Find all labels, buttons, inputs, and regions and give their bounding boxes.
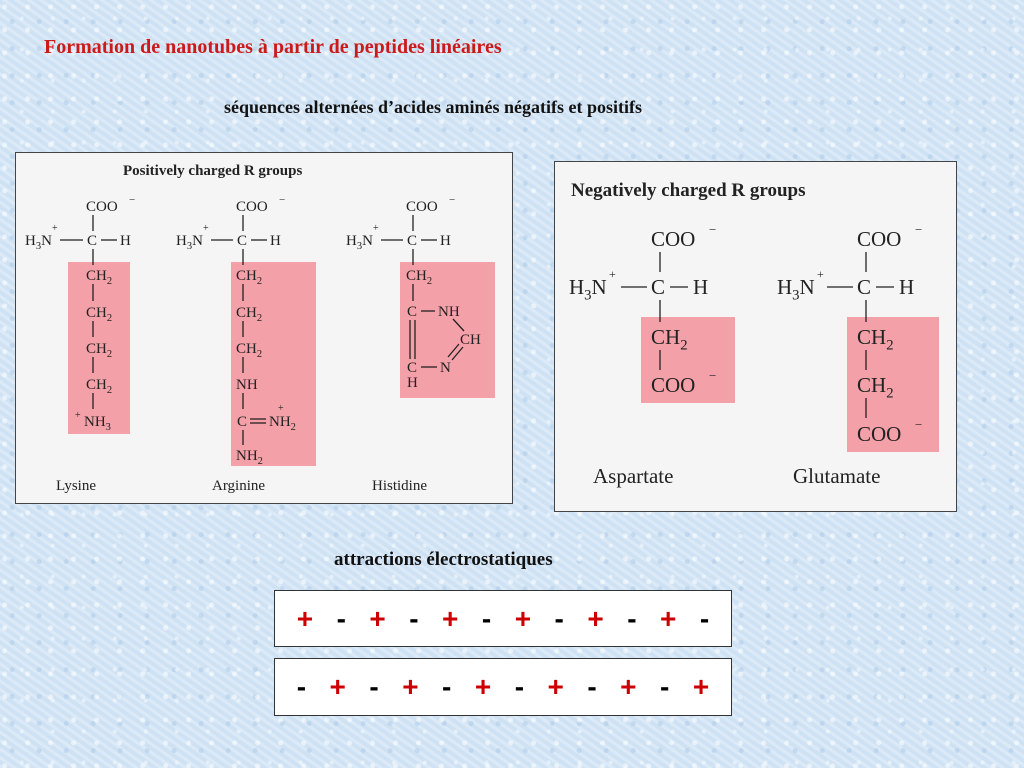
svg-text:−: − xyxy=(709,222,717,237)
glutamate-coo-side: COO xyxy=(857,422,902,446)
histidine-alpha-c: C xyxy=(407,233,418,249)
lysine-ch2-3: $CH_2$ xyxy=(86,341,113,360)
negative-heading: Negatively charged R groups xyxy=(571,180,806,201)
plus-charge: + xyxy=(329,671,346,702)
glutamate-alpha-c: C xyxy=(857,275,872,299)
plus-charge: + xyxy=(402,671,419,702)
minus-charge: - xyxy=(442,671,452,702)
positive-groups-figure xyxy=(16,153,512,503)
histidine-nh: NH xyxy=(438,304,460,320)
minus-charge: - xyxy=(481,602,492,634)
svg-text:+: + xyxy=(75,410,81,421)
slide-subtitle: séquences alternées d’acides aminés négatifs et positifs xyxy=(224,97,642,117)
svg-text:+: + xyxy=(52,223,58,234)
lysine-alpha-c: C xyxy=(87,233,98,249)
arginine-ch2-1: $CH_2$ xyxy=(236,268,263,287)
arginine-c: C xyxy=(237,414,248,430)
svg-text:+: + xyxy=(203,223,209,234)
svg-text:−: − xyxy=(709,368,717,383)
arginine-r-group-highlight xyxy=(231,262,316,466)
arginine-alpha-c: C xyxy=(237,233,248,249)
svg-text:−: − xyxy=(129,194,136,206)
arginine-h3n: $H_3N$ xyxy=(176,233,203,252)
lysine-ch2-4: $CH_2$ xyxy=(86,377,113,396)
minus-charge: - xyxy=(409,602,419,634)
histidine-c4: C xyxy=(407,304,418,320)
minus-charge: - xyxy=(514,671,525,702)
svg-text:+: + xyxy=(278,403,284,414)
lysine-h3n: $H_3N$ xyxy=(25,233,52,252)
histidine-c5: C xyxy=(407,360,418,376)
svg-text:−: − xyxy=(915,417,923,432)
minus-charge: - xyxy=(336,602,346,634)
arginine-nh: NH xyxy=(236,377,258,393)
minus-charge: - xyxy=(699,602,710,634)
plus-charge: + xyxy=(514,602,532,634)
charge-row-1 xyxy=(274,590,732,647)
lysine-label: Lysine xyxy=(56,478,96,494)
plus-charge: + xyxy=(547,671,564,702)
arginine-h: H xyxy=(270,233,281,249)
aspartate-label: Aspartate xyxy=(593,464,674,488)
negative-groups-figure xyxy=(555,162,956,511)
lysine-nh3: $NH_3$ xyxy=(84,414,111,433)
histidine-ch: CH xyxy=(460,332,481,348)
plus-charge: + xyxy=(369,602,386,634)
charge-row-2 xyxy=(274,658,732,716)
aspartate-alpha-c: C xyxy=(651,275,666,299)
histidine-label: Histidine xyxy=(372,478,427,494)
lysine-coo: COO xyxy=(86,199,118,215)
histidine-coo: COO xyxy=(406,199,438,215)
arginine-coo: COO xyxy=(236,199,268,215)
glutamate-coo: COO xyxy=(857,227,902,251)
svg-text:+: + xyxy=(609,267,616,281)
svg-text:+: + xyxy=(817,267,824,281)
positive-heading: Positively charged R groups xyxy=(123,163,303,179)
lysine-h: H xyxy=(120,233,131,249)
arginine-ch2-3: $CH_2$ xyxy=(236,341,263,360)
plus-charge: + xyxy=(692,671,710,702)
histidine-ring-h: H xyxy=(407,375,418,391)
plus-charge: + xyxy=(660,602,677,634)
glutamate-h3n: $H_3N$ xyxy=(777,275,815,304)
svg-text:−: − xyxy=(915,222,923,237)
lysine-ch2-1: $CH_2$ xyxy=(86,268,113,287)
arginine-nh2-a: $NH_2$ xyxy=(269,414,296,433)
histidine-h: H xyxy=(440,233,451,249)
glutamate-h: H xyxy=(899,275,915,299)
minus-charge: - xyxy=(587,671,597,702)
histidine-ch2: $CH_2$ xyxy=(406,268,433,287)
minus-charge: - xyxy=(660,671,670,702)
plus-charge: + xyxy=(620,671,637,702)
minus-charge: - xyxy=(369,671,379,702)
aspartate-coo-side: COO xyxy=(651,373,696,397)
histidine-h3n: $H_3N$ xyxy=(346,233,373,252)
minus-charge: - xyxy=(554,602,564,634)
positive-groups-panel xyxy=(15,152,513,504)
aspartate-h3n: $H_3N$ xyxy=(569,275,607,304)
glutamate-ch2-1: $CH_2$ xyxy=(857,325,894,354)
svg-text:−: − xyxy=(279,194,286,206)
plus-charge: + xyxy=(587,602,604,634)
aspartate-h: H xyxy=(693,275,709,299)
plus-charge: + xyxy=(296,602,314,634)
plus-charge: + xyxy=(442,602,459,634)
arginine-ch2-2: $CH_2$ xyxy=(236,305,263,324)
arginine-nh2-b: $NH_2$ xyxy=(236,448,263,467)
lysine-ch2-2: $CH_2$ xyxy=(86,305,113,324)
glutamate-ch2-2: $CH_2$ xyxy=(857,373,894,402)
minus-charge: - xyxy=(627,602,637,634)
arginine-label: Arginine xyxy=(212,478,266,494)
negative-groups-panel xyxy=(554,161,957,512)
svg-text:+: + xyxy=(373,223,379,234)
glutamate-label: Glutamate xyxy=(793,464,881,488)
svg-text:−: − xyxy=(449,194,456,206)
aspartate-ch2: $CH_2$ xyxy=(651,325,688,354)
aspartate-coo: COO xyxy=(651,227,696,251)
slide-title: Formation de nanotubes à partir de peptides linéaires xyxy=(44,36,502,58)
histidine-n: N xyxy=(440,360,451,376)
minus-charge: - xyxy=(296,671,307,702)
electrostatic-caption: attractions électrostatiques xyxy=(334,549,553,570)
plus-charge: + xyxy=(474,671,492,702)
